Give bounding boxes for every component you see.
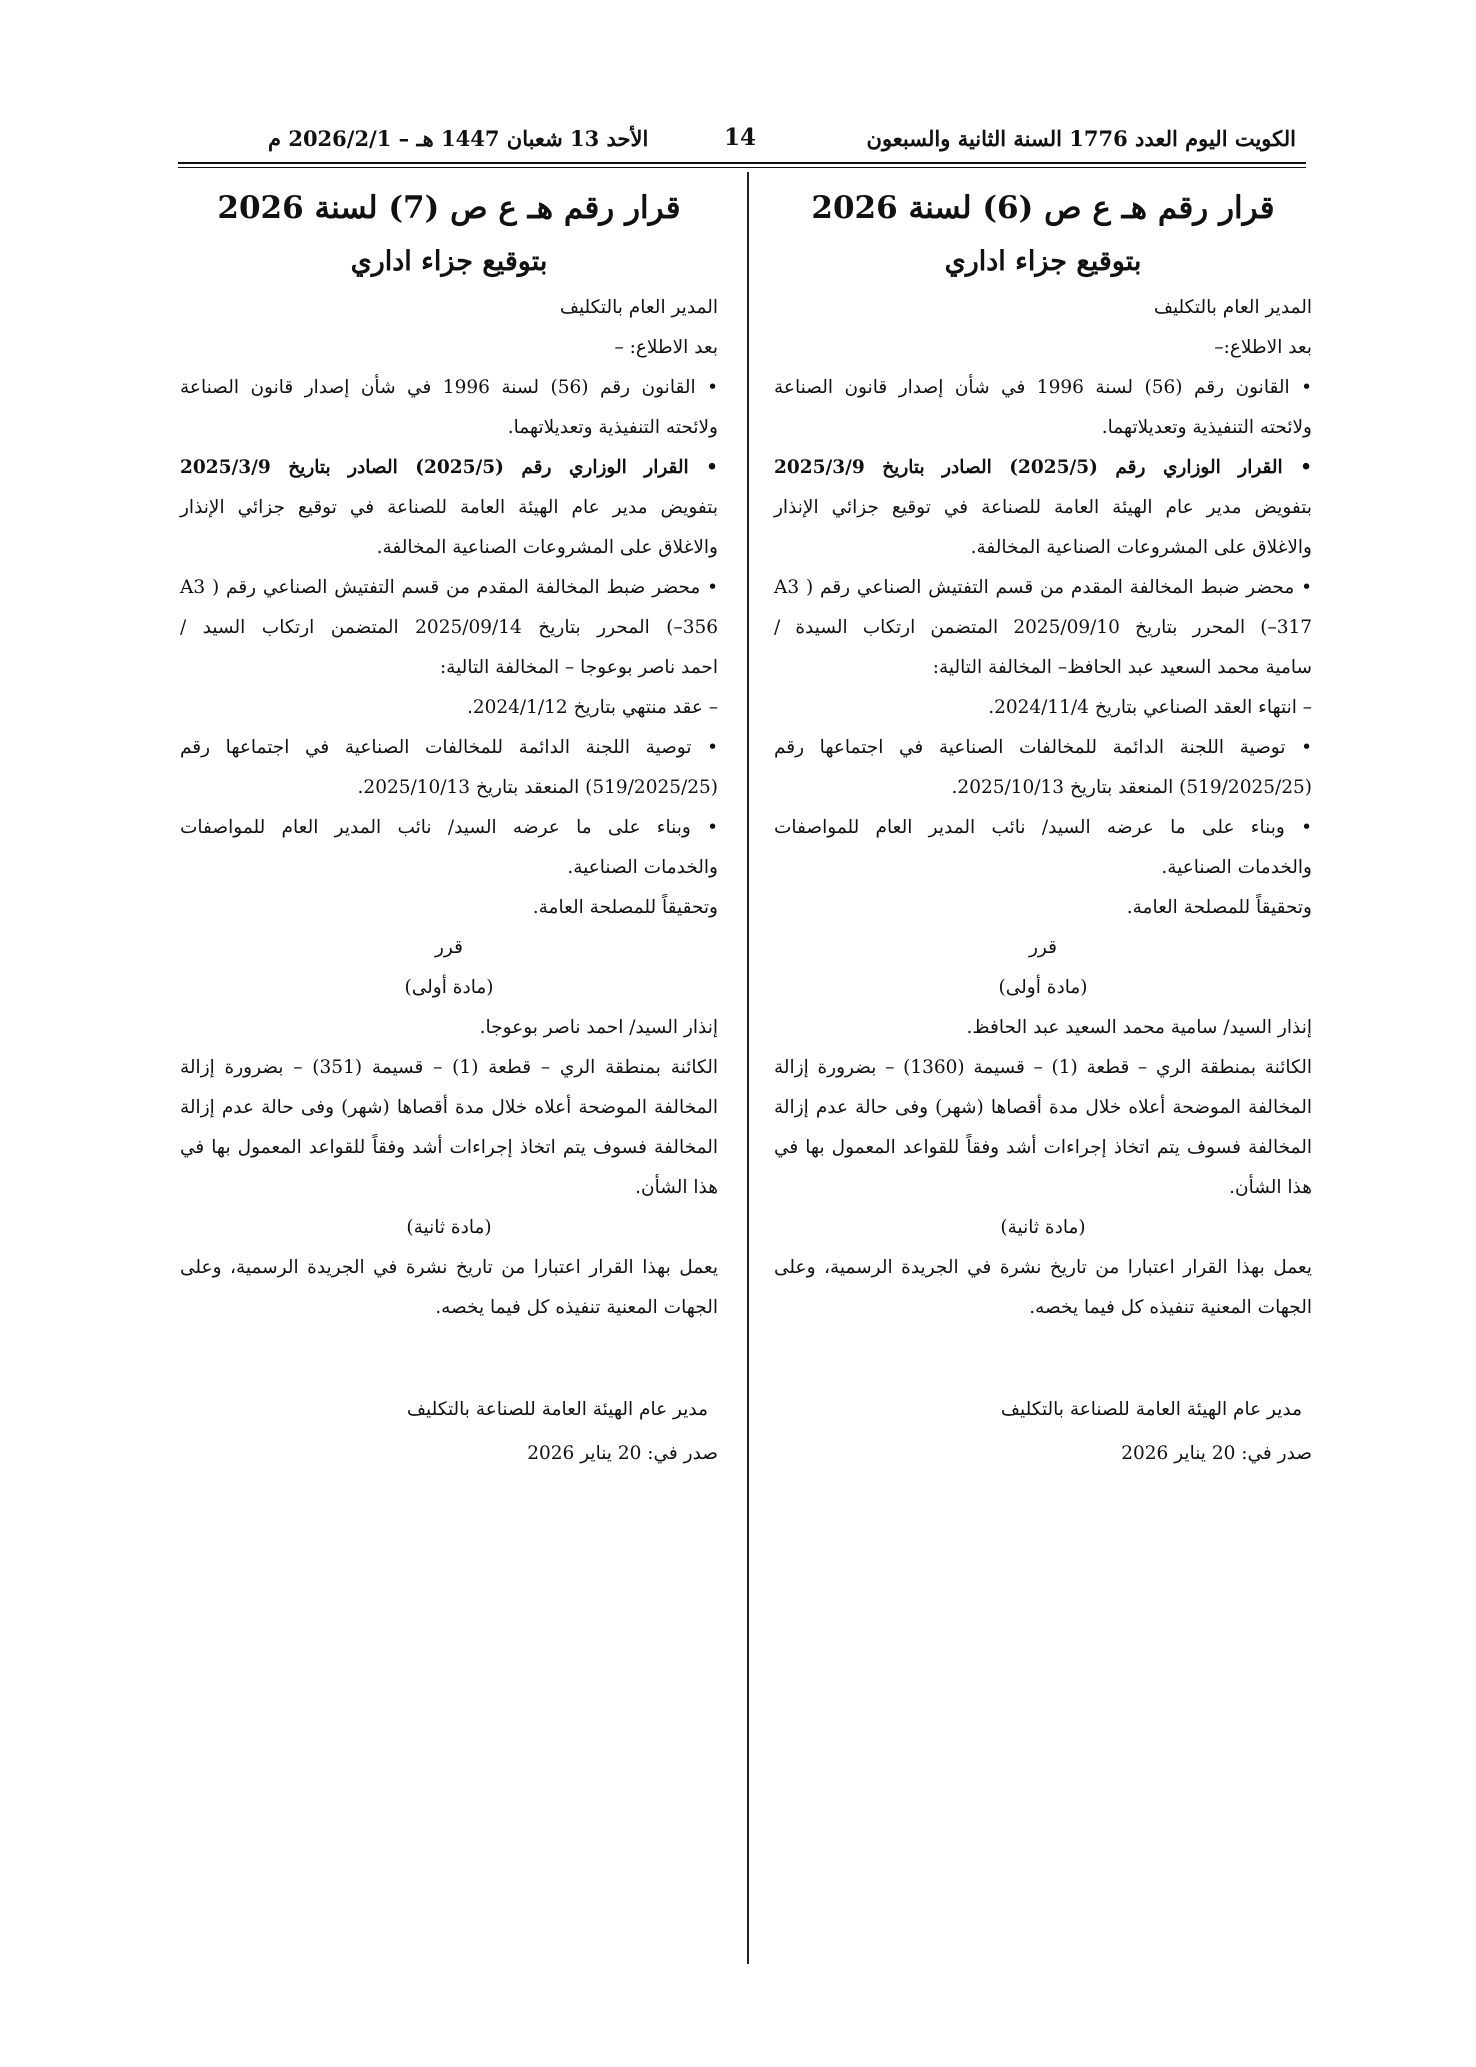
article-1-line: الكائنة بمنطقة الري – قطعة (1) – قسيمة (351) – بضرورة إزالة (180, 1057, 719, 1078)
body-line: سامية محمد السعيد عبد الحافظ– المخالفة التالية: (932, 657, 1312, 678)
body-line: وتحقيقاً للمصلحة العامة. (1126, 897, 1312, 918)
issue-date: الأحد 13 شعبان 1447 هـ – 2026/2/1 م (268, 126, 649, 151)
decision-6-column (774, 182, 1312, 1474)
decision-title: قرار رقم هـ ع ص (6) لسنة 2026 (811, 190, 1275, 226)
decision-title: قرار رقم هـ ع ص (7) لسنة 2026 (217, 190, 681, 226)
body-line: • توصية اللجنة الدائمة للمخالفات الصناعية في اجتماعها رقم (180, 737, 718, 758)
body-line: بعد الاطلاع:– (1214, 337, 1312, 358)
decision-subtitle: بتوقيع جزاء اداري (944, 246, 1142, 277)
decision-word: قرر (435, 937, 463, 958)
body-line: بتفويض مدير عام الهيئة العامة للصناعة في توقيع جزائي الإنذار (180, 497, 718, 518)
article-1-heading: (مادة أولى) (998, 977, 1088, 998)
body-line: والخدمات الصناعية. (1161, 857, 1312, 878)
body-line: • القرار الوزاري رقم (2025/5) الصادر بتاريخ 2025/3/9 (180, 457, 718, 478)
body-line: المدير العام بالتكليف (559, 297, 718, 318)
article-2-line: الجهات المعنية تنفيذه كل فيما يخصه. (435, 1297, 718, 1318)
article-1-line: إنذار السيد/ احمد ناصر بوعوجا. (479, 1017, 718, 1038)
body-line: بعد الاطلاع: – (614, 337, 718, 358)
article-2-heading: (مادة ثانية) (406, 1217, 492, 1238)
body-line: • محضر ضبط المخالفة المقدم من قسم التفتيش الصناعي رقم ( A3 (774, 577, 1312, 598)
article-2-line: يعمل بهذا القرار اعتبارا من تاريخ نشرة في الجريدة الرسمية، وعلى (180, 1257, 718, 1278)
body-line: ولائحته التنفيذية وتعديلاتهما. (1101, 417, 1312, 438)
article-1-line: المخالفة الموضحة أعلاه خلال مدة أقصاها (شهر) وفى حالة عدم إزالة (180, 1097, 718, 1118)
body-line: • توصية اللجنة الدائمة للمخالفات الصناعية في اجتماعها رقم (774, 737, 1312, 758)
page-number: 14 (724, 124, 757, 151)
body-line: بتفويض مدير عام الهيئة العامة للصناعة في توقيع جزائي الإنذار (774, 497, 1312, 518)
page-header (178, 122, 1306, 158)
issue-date-line: صدر في: 20 يناير 2026 (1121, 1443, 1312, 1464)
article-1-line: إنذار السيد/ سامية محمد السعيد عبد الحافظ. (966, 1017, 1312, 1038)
article-1-heading: (مادة أولى) (404, 977, 494, 998)
body-line: • وبناء على ما عرضه السيد/ نائب المدير العام للمواصفات (774, 817, 1312, 838)
body-line: المدير العام بالتكليف (1153, 297, 1312, 318)
issue-date-line: صدر في: 20 يناير 2026 (527, 1443, 718, 1464)
decision-word: قرر (1029, 937, 1057, 958)
body-line: احمد ناصر بوعوجا – المخالفة التالية: (439, 657, 718, 678)
body-line: والخدمات الصناعية. (567, 857, 718, 878)
body-line: • القانون رقم (56) لسنة 1996 في شأن إصدار قانون الصناعة (180, 377, 718, 398)
article-2-heading: (مادة ثانية) (1000, 1217, 1086, 1238)
column-divider (747, 172, 749, 1964)
header-rule-thin (178, 167, 1306, 168)
article-1-line: هذا الشأن. (1229, 1177, 1312, 1198)
article-2-line: يعمل بهذا القرار اعتبارا من تاريخ نشرة في الجريدة الرسمية، وعلى (774, 1257, 1312, 1278)
body-line: – عقد منتهي بتاريخ 2024/1/12. (466, 697, 718, 718)
body-line: • محضر ضبط المخالفة المقدم من قسم التفتيش الصناعي رقم ( A3 (180, 577, 718, 598)
article-2-line: الجهات المعنية تنفيذه كل فيما يخصه. (1029, 1297, 1312, 1318)
body-line: 356–) المحرر بتاريخ 2025/09/14 المتضمن ارتكاب السيد / (180, 617, 719, 638)
decision-subtitle: بتوقيع جزاء اداري (350, 246, 548, 277)
body-line: والاغلاق على المشروعات الصناعية المخالفة. (376, 537, 718, 558)
article-1-line: المخالفة فسوف يتم اتخاذ إجراءات أشد وفقاً للقواعد المعمول بها في (774, 1137, 1312, 1158)
issue-info: الكويت اليوم العدد 1776 السنة الثانية والسبعون (866, 126, 1296, 151)
article-1-line: المخالفة الموضحة أعلاه خلال مدة أقصاها (شهر) وفى حالة عدم إزالة (774, 1097, 1312, 1118)
article-1-line: المخالفة فسوف يتم اتخاذ إجراءات أشد وفقاً للقواعد المعمول بها في (180, 1137, 718, 1158)
body-line: وتحقيقاً للمصلحة العامة. (532, 897, 718, 918)
header-rule-thick (178, 162, 1306, 164)
body-line: (519/2025/25) المنعقد بتاريخ 2025/10/13. (357, 777, 718, 798)
body-line: • القانون رقم (56) لسنة 1996 في شأن إصدار قانون الصناعة (774, 377, 1312, 398)
body-line: – انتهاء العقد الصناعي بتاريخ 2024/11/4. (988, 697, 1312, 718)
article-1-line: هذا الشأن. (635, 1177, 718, 1198)
decision-7-column (180, 182, 718, 1474)
body-line: • القرار الوزاري رقم (2025/5) الصادر بتاريخ 2025/3/9 (774, 457, 1312, 478)
signature-title: مدير عام الهيئة العامة للصناعة بالتكليف (1000, 1399, 1302, 1420)
body-line: 317–) المحرر بتاريخ 2025/09/10 المتضمن ارتكاب السيدة / (774, 617, 1313, 638)
body-line: والاغلاق على المشروعات الصناعية المخالفة. (970, 537, 1312, 558)
body-line: • وبناء على ما عرضه السيد/ نائب المدير العام للمواصفات (180, 817, 718, 838)
article-1-line: الكائنة بمنطقة الري – قطعة (1) – قسيمة (1360) – بضرورة إزالة (774, 1057, 1313, 1078)
body-line: (519/2025/25) المنعقد بتاريخ 2025/10/13. (951, 777, 1312, 798)
body-line: ولائحته التنفيذية وتعديلاتهما. (507, 417, 718, 438)
signature-title: مدير عام الهيئة العامة للصناعة بالتكليف (406, 1399, 708, 1420)
